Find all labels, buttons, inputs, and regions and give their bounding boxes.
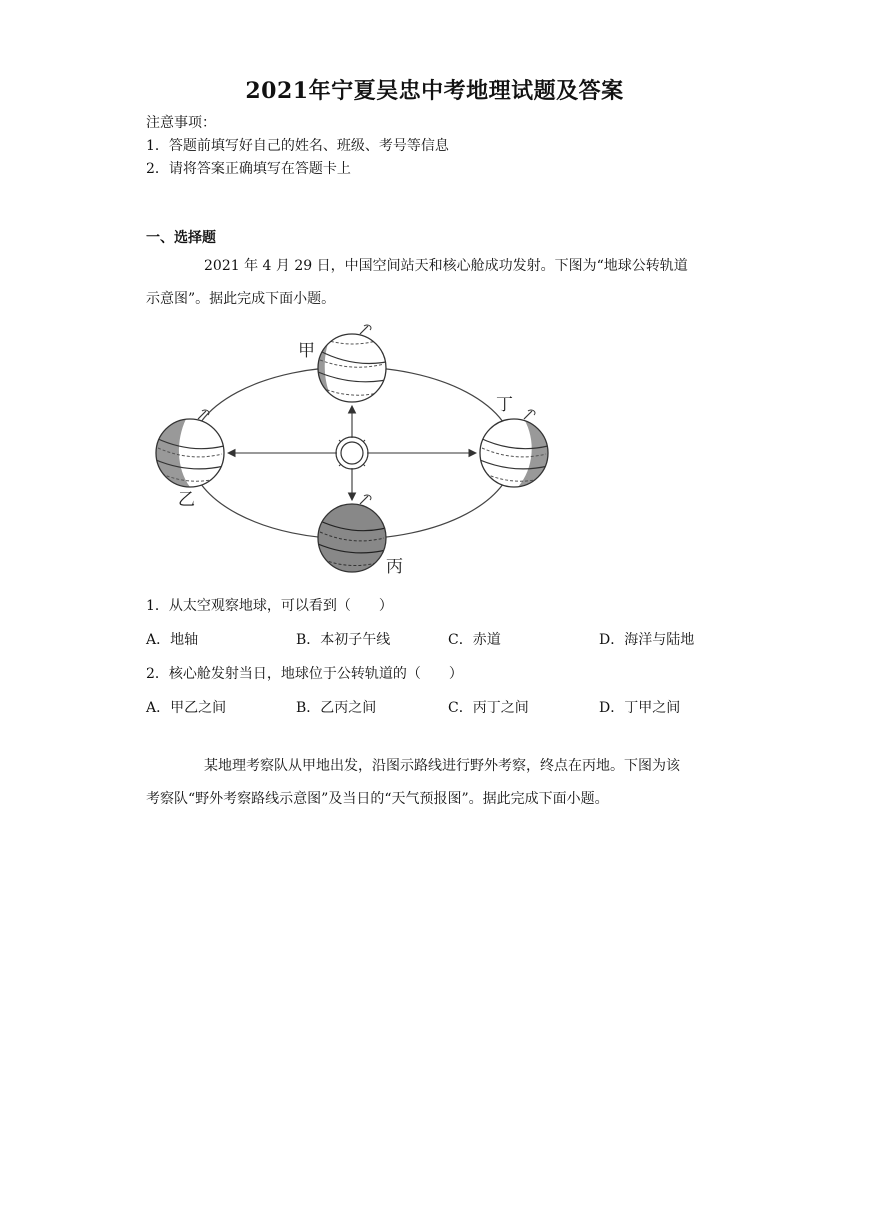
label-yi: 乙: [178, 490, 195, 510]
earth-ding-icon: [480, 410, 548, 487]
q2-option-b[interactable]: B．乙丙之间: [296, 700, 377, 716]
q1-option-c[interactable]: C．赤道: [448, 632, 501, 648]
label-jia: 甲: [298, 341, 315, 361]
intro2-line-1: 某地理考察队从甲地出发，沿图示路线进行野外考察，终点在丙地。下图为该: [204, 758, 680, 774]
earth-jia-icon: [318, 325, 386, 402]
section-heading: 一、选择题: [146, 230, 216, 246]
q1-option-a[interactable]: A．地轴: [146, 632, 199, 648]
question-2-options: [146, 698, 746, 718]
intro-paragraph: [146, 250, 724, 316]
question-1-stem: 1．从太空观察地球，可以看到（ ）: [146, 598, 393, 614]
q1-option-b[interactable]: B．本初子午线: [296, 632, 391, 648]
earth-yi-icon: [156, 410, 224, 487]
sun-icon: [334, 435, 370, 471]
earth-orbit-diagram: [146, 322, 566, 584]
label-ding: 丁: [496, 395, 513, 415]
notice-item-2: 2．请将答案正确填写在答题卡上: [146, 161, 351, 177]
q1-option-d[interactable]: D．海洋与陆地: [599, 632, 695, 648]
q2-option-a[interactable]: A．甲乙之间: [146, 700, 227, 716]
q2-option-d[interactable]: D．丁甲之间: [599, 700, 681, 716]
question-2-stem: 2．核心舱发射当日，地球位于公转轨道的（ ）: [146, 666, 463, 682]
intro-line-2: 示意图”。据此完成下面小题。: [146, 291, 336, 307]
notice-heading: 注意事项：: [146, 115, 216, 131]
intro2-paragraph: [146, 750, 724, 816]
notice-item-1: 1．答题前填写好自己的姓名、班级、考号等信息: [146, 138, 449, 154]
label-bing: 丙: [386, 557, 403, 577]
q2-option-c[interactable]: C．丙丁之间: [448, 700, 529, 716]
intro-line-1: 2021 年 4 月 29 日，中国空间站天和核心舱成功发射。下图为“地球公转轨道: [204, 258, 688, 274]
page-title: 2021年宁夏吴忠中考地理试题及答案: [245, 78, 624, 104]
earth-bing-icon: [318, 495, 386, 572]
intro2-line-2: 考察队“野外考察路线示意图”及当日的“天气预报图”。据此完成下面小题。: [146, 791, 609, 807]
question-1-options: [146, 630, 746, 650]
